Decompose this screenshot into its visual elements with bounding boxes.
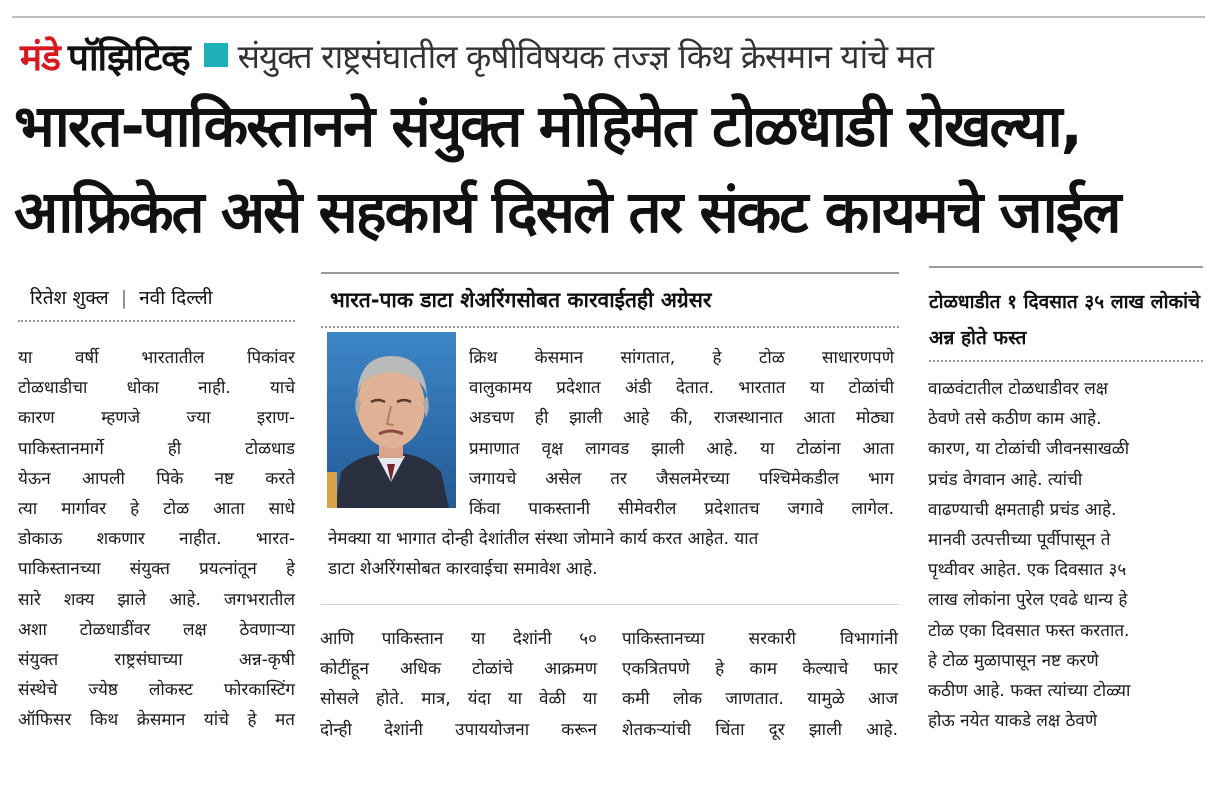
middle-paragraph-1 [469, 343, 894, 524]
text-line: पाकिस्तानमार्गे ही टोळधाड [18, 438, 295, 459]
text-line: डाटा शेअरिंगसोबत कारवाईचा समावेश आहे. [328, 559, 598, 580]
right-column-body [928, 374, 1204, 736]
text-line: कठीण आहे. फक्त त्यांच्या टोळ्या [928, 681, 1131, 702]
middle-lower-left [320, 624, 597, 745]
kicker-label-red: मंडे [20, 35, 60, 79]
text-line: पृथ्वीवर आहेत. एक दिवसात ३५ [928, 560, 1127, 581]
text-line: ठेवणे तसे कठीण काम आहे. [928, 409, 1102, 430]
middle-section-divider [321, 604, 899, 605]
text-line: कोटींहून अधिक टोळांचे आक्रमण [320, 659, 597, 680]
text-line: अशा टोळधाडींवर लक्ष ठेवणाऱ्या [18, 619, 295, 640]
kicker-label-black: पॉझिटिव्ह [67, 35, 190, 79]
byline [30, 284, 213, 310]
kicker-subheading: संयुक्त राष्ट्रसंघातील कृषीविषयक तज्ज्ञ किथ क्रेसमान यांचे मत [237, 36, 934, 76]
text-line: सारे शक्य झाले आहे. जगभरातील [18, 589, 295, 610]
text-line: किंवा पाकस्तानी सीमेवरील प्रदेशातच जगावे लागेल. [469, 499, 894, 520]
right-column-rule [929, 266, 1203, 268]
middle-column-rule [321, 272, 899, 274]
byline-place: नवी दिल्ली [139, 287, 213, 309]
middle-paragraph-1-continued [328, 524, 894, 584]
text-line: पाकिस्तानच्या सरकारी विभागांनी [622, 629, 898, 649]
text-line: या वर्षी भारतातील पिकांवर [18, 348, 295, 368]
text-line: दोन्ही देशांनी उपाययोजना करून [320, 719, 597, 740]
headline-line-1: भारत-पाकिस्तानने संयुक्त मोहिमेत टोळधाडी रोखल्या, [14, 92, 1081, 160]
text-line: कारण, या टोळांची जीवनसाखळी [928, 439, 1130, 460]
text-line: प्रचंड वेगवान आहे. त्यांची [928, 469, 1083, 490]
byline-separator: | [120, 287, 128, 309]
text-line: पाकिस्तानच्या संयुक्त प्रयत्नांतून हे [18, 559, 295, 580]
text-line: मानवी उत्पत्तीच्या पूर्वीपासून ते [928, 530, 1111, 551]
middle-lower-right [622, 624, 898, 745]
text-line: एकत्रितपणे हे काम केल्याचे फार [622, 659, 898, 680]
right-subheading-divider [929, 360, 1203, 362]
text-line: संयुक्त राष्ट्रसंघाच्या अन्न-कृषी [18, 650, 295, 671]
text-line: होऊ नयेत याकडे लक्ष ठेवणे [928, 711, 1098, 732]
text-line: वालुकामय प्रदेशात अंडी देतात. भारतात या टोळांची [469, 378, 894, 399]
text-line: प्रमाणात वृक्ष लागवड झाली आहे. या टोळांना आता [469, 438, 894, 459]
text-line: हे टोळ मुळापासून नष्ट करणे [928, 650, 1099, 671]
byline-divider [18, 320, 295, 322]
text-line: डोकाऊ शकणार नाहीत. भारत- [18, 529, 295, 550]
text-line: वाळवंटातील टोळधाडीवर लक्ष [928, 379, 1108, 399]
text-line: लाख लोकांना पुरेल एवढे धान्य हे [928, 590, 1128, 611]
text-line: टोळधाडीचा धोका नाही. याचे [18, 378, 295, 399]
text-line: जगायचे असेल तर जैसलमेरच्या पश्चिमेकडील भाग [469, 468, 894, 489]
text-line: नेमक्या या भागात दोन्ही देशांतील संस्था जोमाने कार्य करत आहेत. यात [328, 529, 759, 549]
middle-subheading-divider [321, 326, 899, 328]
text-line: अडचण ही झाली आहे की, राजस्थानात आता मोठ्या [469, 408, 894, 429]
text-line: येऊन आपली पिके नष्ट करते [18, 468, 295, 489]
text-line: संस्थेचे ज्येष्ठ लोकस्ट फोरकास्टिंग [18, 680, 295, 701]
text-line: कारण म्हणजे ज्या इराण- [18, 408, 295, 429]
square-bullet-icon [204, 43, 228, 67]
byline-author: रितेश शुक्ल [30, 287, 109, 309]
text-line: कमी लोक जाणतात. यामुळे आज [622, 689, 898, 710]
person-portrait-icon [327, 332, 456, 508]
top-rule [12, 16, 1205, 18]
headline-line-2: आफ्रिकेत असे सहकार्य दिसले तर संकट कायमचे जाईल [14, 178, 1120, 246]
text-line: आणि पाकिस्तान या देशांनी ५० [320, 629, 597, 649]
text-line: टोळ एका दिवसात फस्त करतात. [928, 620, 1130, 641]
text-line: वाढण्याची क्षमताही प्रचंड आहे. [928, 499, 1117, 520]
text-line: ऑफिसर किथ क्रेसमान यांचे हे मत [18, 710, 295, 731]
text-line: क्रिथ केसमान सांगतात, हे टोळ साधारणपणे [469, 348, 894, 368]
middle-subheading: भारत-पाक डाटा शेअरिंगसोबत कारवाईतही अग्रेसर [330, 288, 712, 312]
text-line: शेतकऱ्यांची चिंता दूर झाली आहे. [622, 719, 898, 740]
text-line: त्या मार्गावर हे टोळ आता साधे [18, 499, 295, 520]
text-line: सोसले होते. मात्र, यंदा या वेळी या [320, 689, 597, 710]
right-subheading: टोळधाडीत १ दिवसात ३५ लाख लोकांचे अन्न होते फस्त [929, 291, 1201, 349]
column-1-body [18, 343, 295, 736]
kicker [20, 30, 933, 80]
